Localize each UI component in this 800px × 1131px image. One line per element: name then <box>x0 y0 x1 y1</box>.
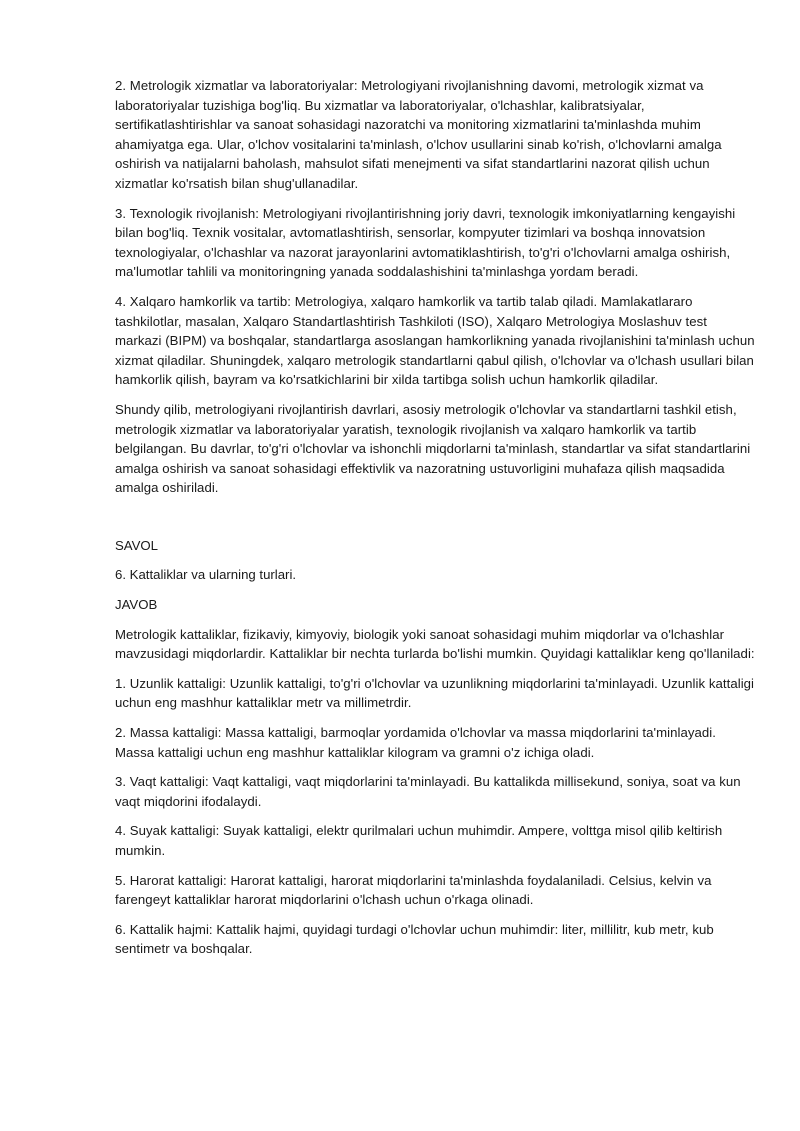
spacer <box>115 508 755 536</box>
paragraph-xalqaro-hamkorlik: 4. Xalqaro hamkorlik va tartib: Metrologiya, xalqaro hamkorlik va tartib talab qiladi. Mamlakatlararo tashkilotlar, masalan, Xalqaro Standartlashtirish Tashkiloti (ISO), Xalqaro Metrologiya Moslashuv test markazi (BIPM) va boshqalar, standartlarga asoslangan hamkorlikning yanada rivojlanishini ta'minlash uchun xizmat qiladilar. Shuningdek, xalqaro metrologik standartlarni qabul qilish, o'lchovlar va o'lchash usullari bilan hamkorlik qilish, bayram va ko'rsatkichlarini bir xilda tartibga solish uchun hamkorlik qiladilar. <box>115 293 755 388</box>
paragraph-harorat: 5. Harorat kattaligi: Harorat kattaligi, harorat miqdorlarini ta'minlashda foydalaniladi. Celsius, kelvin va farengeyt kattaliklar harorat miqdorlarini o'lchash uchun o'rkaga olinadi. <box>115 872 712 908</box>
paragraph-metrologik-xizmatlar: 2. Metrologik xizmatlar va laboratoriyalar: Metrologiyani rivojlanishning davomi, metrologik xizmat va laboratoriyalar tuzishiga bog'liq. Bu xizmatlar va laboratoriyalar, o'lchashlar, kalibratsiyalar, sertifikatlashtirishlar va sanoat sohasidagi nazoratchi va monitoring xizmatlarini ta'minlashda muhim ahamiyatga ega. Ular, o'lchov vositalarini ta'minlash, o'lchov usullarini sinab ko'rish, o'lchovlarni amalga oshirish va natijalarni baholash, mahsulot sifati menejmenti va sifat standartlarini nazorat qilish uchun xizmatlar ko'rsatish bilan shug'ullanadilar. <box>115 78 722 191</box>
paragraph-suyak: 4. Suyak kattaligi: Suyak kattaligi, elektr qurilmalari uchun muhimdir. Ampere, volttga misol qilib keltirish mumkin. <box>115 823 723 858</box>
paragraph-texnologik-rivojlanish: 3. Texnologik rivojlanish: Metrologiyani rivojlantirishning joriy davri, texnologik imkoniyatlarning kengayishi bilan bog'liq. Texnik vositalar, avtomatlashtirish, sensorlar, kompyuter tizimlari va boshqa innovatsion texnologiyalar, o'lchashlar va nazorat jarayonlarini avtomatiklashtirish, to'g'ri o'lchovlarni amalga oshirish, ma'lumotlar tahlili va monitoringning yanada soddalashishini ta'minlashga yordam beradi. <box>115 205 736 280</box>
paragraph-vaqt: 3. Vaqt kattaligi: Vaqt kattaligi, vaqt miqdorlarini ta'minlayadi. Bu kattalikda millisekund, soniya, soat va kun vaqt miqdorini ifodalaydi. <box>115 774 741 809</box>
javob-label: JAVOB <box>115 597 158 613</box>
paragraph-hajm: 6. Kattalik hajmi: Kattalik hajmi, quyidagi turdagi o'lchovlar uchun muhimdir: liter, millilitr, kub metr, kub sentimetr va boshqalar. <box>115 921 714 957</box>
document-page <box>115 76 755 969</box>
savol-label: SAVOL <box>115 537 159 553</box>
paragraph-uzunlik: 1. Uzunlik kattaligi: Uzunlik kattaligi, to'g'ri o'lchovlar va uzunlikning miqdorlarini ta'minlayadi. Uzunlik kattaligi uchun eng mashhur kattaliklar metr va millimetrdir. <box>115 675 755 711</box>
paragraph-intro-kattaliklar: Metrologik kattaliklar, fizikaviy, kimyoviy, biologik yoki sanoat sohasidagi muhim miqdorlar va o'lchashlar mavzusidagi miqdorlardir. Kattaliklar bir nechta turlarda bo'lishi mumkin. Quyidagi kattaliklar keng qo'llaniladi: <box>115 626 755 662</box>
paragraph-massa: 2. Massa kattaligi: Massa kattaligi, barmoqlar yordamida o'lchovlar va massa miqdorlarini ta'minlayadi. Massa kattaligi uchun eng mashhur kattaliklar kilogram va gramni o'z ichiga oladi. <box>115 725 716 760</box>
question-text: 6. Kattaliklar va ularning turlari. <box>115 567 297 583</box>
paragraph-shundy-qilib: Shundy qilib, metrologiyani rivojlantirish davrlari, asosiy metrologik o'lchovlar va standartlarni tashkil etish, metrologik xizmatlar va laboratoriyalar yaratish, texnologik rivojlanish va xalqaro hamkorlik va tartib belgilangan. Bu davrlar, to'g'ri o'lchovlar va ishonchli miqdorlarni ta'minlash, standartlar va sifat standartlarini amalga oshirish va sanoat sohasidagi effektivlik va nazoratning ustuvorligini muhafaza qilish maqsadida amalga oshiriladi. <box>115 401 751 496</box>
